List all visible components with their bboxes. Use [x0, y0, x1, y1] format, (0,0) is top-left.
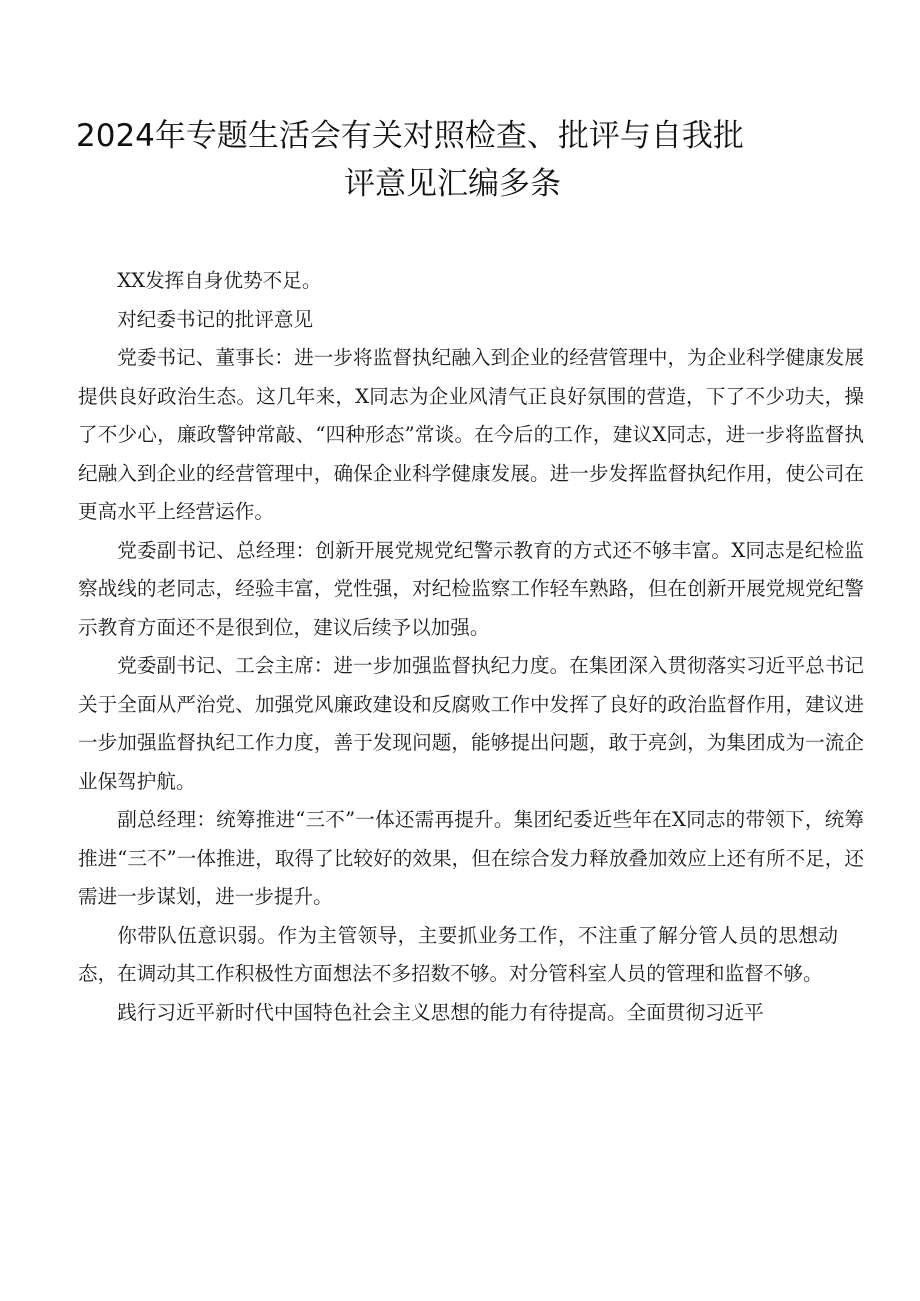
- paragraph-5: 党委副书记、工会主席：进一步加强监督执纪力度。在集团深入贯彻落实习近平总书记关于全面从严治党、加强党风廉政建设和反腐败工作中发挥了良好的政治监督作用，建议进一步加强监督执纪工作力度，善于发现问题，能够提出问题，敢于亮剑，为集团成为一流企业保驾护航。: [78, 654, 864, 793]
- paragraph-7: 你带队伍意识弱。作为主管领导，主要抓业务工作，不注重了解分管人员的思想动态，在调动其工作积极性方面想法不多招数不够。对分管科室人员的管理和监督不够。: [78, 923, 838, 985]
- paragraph-8: 践行习近平新时代中国特色社会主义思想的能力有待提高。全面贯彻习近平: [117, 1000, 764, 1024]
- document-title: [60, 112, 860, 208]
- paragraph-1: XX发挥自身优势不足。: [117, 269, 322, 292]
- title-line-1: 2024年专题生活会有关对照检查、批评与自我批: [76, 118, 744, 154]
- paragraph-3: 党委书记、董事长：进一步将监督执纪融入到企业的经营管理中，为企业科学健康发展提供良好政治生态。这几年来，X同志为企业风清气正良好氛围的营造，下了不少功夫，操了不少心，廉政警钟常敲、“四种形态”常谈。在今后的工作，建议X同志，进一步将监督执纪融入到企业的经营管理中，确保企业科学健康发展。进一步发挥监督执纪作用，使公司在更高水平上经营运作。: [78, 346, 864, 523]
- paragraph-6: 副总经理：统筹推进“三不”一体还需再提升。集团纪委近些年在X同志的带领下，统筹推进“三不”一体推进，取得了比较好的效果，但在综合发力释放叠加效应上还有所不足，还需进一步谋划，进一步提升。: [78, 808, 864, 908]
- paragraph-4: 党委副书记、总经理：创新开展党规党纪警示教育的方式还不够丰富。X同志是纪检监察战线的老同志，经验丰富，党性强，对纪检监察工作轻车熟路，但在创新开展党规党纪警示教育方面还不是很到位，建议后续予以加强。: [78, 538, 864, 639]
- document-body: [78, 262, 864, 1032]
- paragraph-2: 对纪委书记的批评意见: [117, 307, 314, 331]
- title-line-2: 评意见汇编多条: [344, 166, 561, 202]
